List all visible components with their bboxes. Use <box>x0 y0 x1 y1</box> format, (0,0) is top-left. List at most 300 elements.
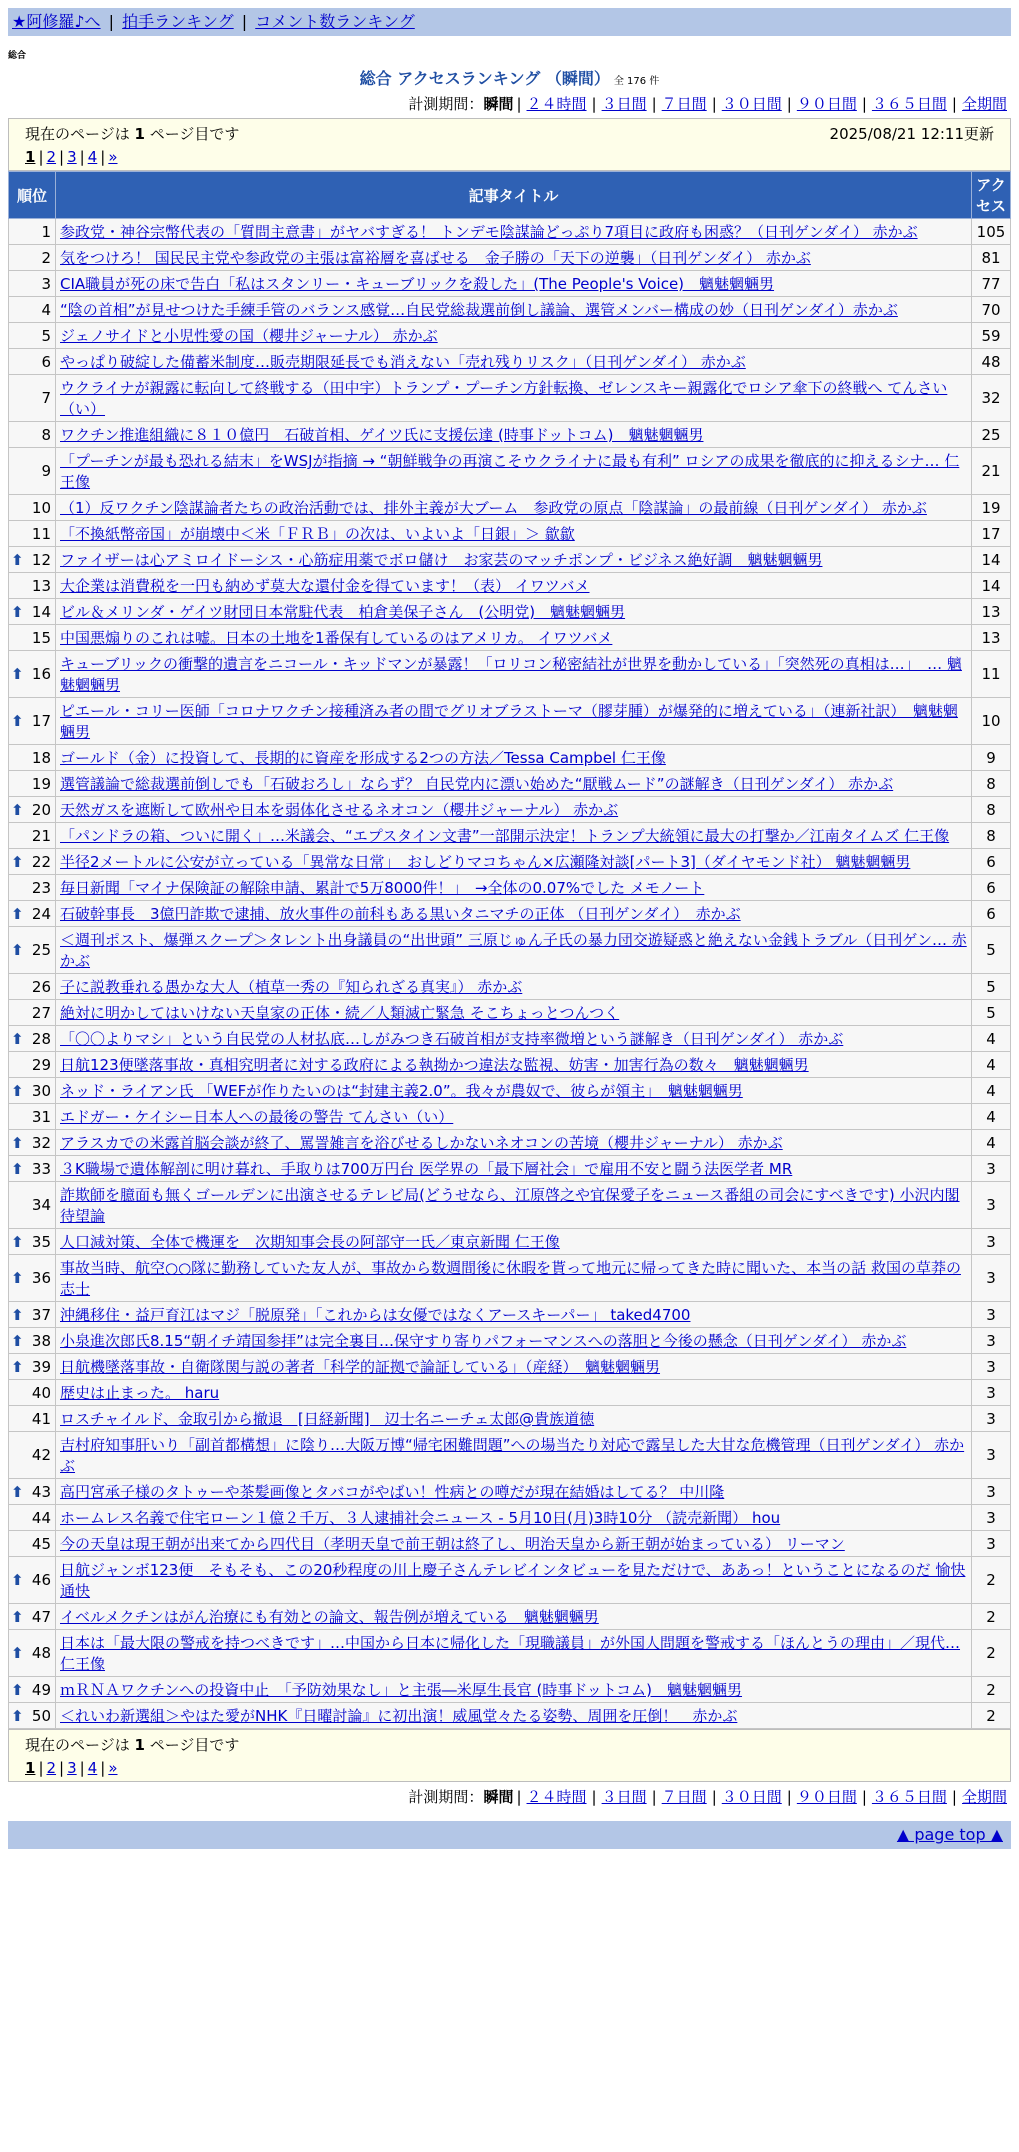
access-count: 81 <box>972 245 1011 271</box>
page-link[interactable]: 2 <box>46 1759 57 1777</box>
article-link[interactable]: ロスチャイルド、金取引から撤退 [日経新聞] 辺士名ニーチェ太郎@貴族道徳 <box>60 1410 595 1428</box>
article-link[interactable]: 中国悪煽りのこれは嘘。日本の土地を1番保有しているのはアメリカ。 イワツバメ <box>60 629 613 647</box>
rank-number: 9 <box>41 462 51 480</box>
access-column-header: アクセス <box>972 172 1011 219</box>
rank-cell <box>9 1531 56 1557</box>
up-arrow-icon: ⬆ <box>11 1482 24 1501</box>
title-cell <box>56 1156 972 1182</box>
access-count: 3 <box>972 1156 1011 1182</box>
title-cell <box>56 1479 972 1505</box>
article-link[interactable]: CIA職員が死の床で告白「私はスタンリー・キューブリックを殺した」(The People's Voice) 魑魅魍魎男 <box>60 275 775 293</box>
access-count: 5 <box>972 974 1011 1000</box>
page-link[interactable]: » <box>108 1759 118 1777</box>
rank-cell <box>9 1302 56 1328</box>
rank-number: 15 <box>31 628 51 647</box>
rank-number: 34 <box>31 1196 51 1214</box>
article-link[interactable]: 日航機墜落事故・自衛隊関与説の著者「科学的証拠で論証している」（産経） 魑魅魍魎男 <box>60 1358 661 1376</box>
title-cell <box>56 1104 972 1130</box>
rank-cell <box>9 323 56 349</box>
table-row <box>9 1078 1011 1104</box>
rank-number: 31 <box>31 1107 51 1126</box>
table-row <box>9 1130 1011 1156</box>
table-row <box>9 1328 1011 1354</box>
rank-number: 21 <box>31 826 51 845</box>
pagination-top: 1 | 2 | 3 | 4 | » <box>25 148 118 166</box>
period-link[interactable]: ３日間 <box>601 95 647 113</box>
article-link[interactable]: 詐欺師を臆面も無くゴールデンに出演させるテレビ局(どうせなら、江原啓之や宜保愛子をニュース番組の司会にすべきです) 小沢内閣待望論 <box>60 1186 960 1225</box>
period-link[interactable]: ９０日間 <box>796 95 857 113</box>
table-row <box>9 1531 1011 1557</box>
title-cell <box>56 349 972 375</box>
up-arrow-icon: ⬆ <box>11 1571 24 1589</box>
title-cell <box>56 927 972 974</box>
period-link[interactable]: ２４時間 <box>526 95 587 113</box>
rank-number: 49 <box>31 1680 51 1699</box>
rank-number: 10 <box>31 498 51 517</box>
title-cell <box>56 698 972 745</box>
current-page-text: 現在のページは 1 ページ目です <box>25 125 240 143</box>
table-row <box>9 599 1011 625</box>
page-info-top <box>8 118 1011 171</box>
access-count: 10 <box>972 698 1011 745</box>
top-nav-bar: ★阿修羅♪へ | 拍手ランキング | コメント数ランキング <box>8 8 1011 36</box>
up-arrow-icon: ⬆ <box>11 1357 24 1376</box>
rank-cell <box>9 1328 56 1354</box>
up-arrow-icon: ⬆ <box>11 1305 24 1324</box>
article-link[interactable]: 高円宮承子様のタトゥーや茶髪画像とタバコがやばい！性病との噂だが現在結婚はしてる？ 中川隆 <box>60 1483 725 1501</box>
article-link[interactable]: 「プーチンが最も恐れる結末」をWSJが指摘 → “朝鮮戦争の再演こそウクライナに最も有利” ロシアの成果を徹底的に抑えるシナ… 仁王像 <box>60 452 960 491</box>
table-row <box>9 849 1011 875</box>
title-cell <box>56 1255 972 1302</box>
article-link[interactable]: 吉村府知事肝いり「副首都構想」に陰り…大阪万博“帰宅困難問題”への場当たり対応で露呈した大甘な危機管理（日刊ゲンダイ） 赤かぶ <box>60 1436 965 1475</box>
article-link[interactable]: エドガー・ケイシー日本人への最後の警告 てんさい（い） <box>60 1108 454 1126</box>
period-link[interactable]: ９０日間 <box>796 1788 857 1806</box>
rank-column-header: 順位 <box>9 172 56 219</box>
rank-number: 35 <box>31 1232 51 1251</box>
article-link[interactable]: ネッド・ライアン氏 「WEFが作りたいのは“封建主義2.0”。我々が農奴で、彼らが領主」 魑魅魍魎男 <box>60 1082 743 1100</box>
title-cell <box>56 1026 972 1052</box>
page-link[interactable]: 3 <box>67 1759 77 1777</box>
up-arrow-icon: ⬆ <box>11 1232 24 1251</box>
rank-cell <box>9 1432 56 1479</box>
title-cell <box>56 219 972 245</box>
rank-cell <box>9 1130 56 1156</box>
title-cell <box>56 271 972 297</box>
rank-cell <box>9 1380 56 1406</box>
up-arrow-icon: ⬆ <box>11 1081 24 1100</box>
table-row <box>9 1182 1011 1229</box>
access-count: 32 <box>972 375 1011 422</box>
title-cell <box>56 1354 972 1380</box>
table-row <box>9 1604 1011 1630</box>
rank-cell <box>9 1604 56 1630</box>
table-row <box>9 547 1011 573</box>
title-cell <box>56 323 972 349</box>
updated-timestamp: 2025/08/21 12:11更新 <box>829 125 994 143</box>
period-link[interactable]: 全期間 <box>961 1788 1007 1806</box>
article-link[interactable]: 事故当時、航空○○隊に勤務していた友人が、事故から数週間後に休暇を貰って地元に帰ってきた時に聞いた、本当の話 救国の草莽の志士 <box>60 1259 961 1298</box>
article-link[interactable]: ｍＲＮＡワクチンへの投資中止 「予防効果なし」と主張―米厚生長官 (時事ドットコム) 魑魅魍魎男 <box>60 1681 743 1699</box>
title-cell <box>56 875 972 901</box>
rank-number: 47 <box>31 1607 51 1626</box>
table-row <box>9 245 1011 271</box>
access-count: 5 <box>972 1000 1011 1026</box>
period-link[interactable]: ３６５日間 <box>871 1788 947 1806</box>
title-cell <box>56 1130 972 1156</box>
access-count: 14 <box>972 547 1011 573</box>
rank-cell <box>9 448 56 495</box>
access-count: 4 <box>972 1026 1011 1052</box>
access-count: 3 <box>972 1406 1011 1432</box>
title-cell <box>56 297 972 323</box>
article-link[interactable]: ＜週刊ポスト、爆弾スクープ＞タレント出身議員の“出世頭” 三原じゅん子氏の暴力団交遊疑惑と絶えない金銭トラブル（日刊ゲン… 赤かぶ <box>60 931 967 970</box>
title-cell <box>56 1630 972 1677</box>
rank-cell <box>9 1557 56 1604</box>
pagination-bottom: 1 | 2 | 3 | 4 | » <box>25 1759 118 1777</box>
period-link[interactable]: ２４時間 <box>526 1788 587 1806</box>
rank-number: 32 <box>31 1133 51 1152</box>
access-count: 77 <box>972 271 1011 297</box>
up-arrow-icon: ⬆ <box>11 852 24 871</box>
rank-number: 29 <box>31 1055 51 1074</box>
access-count: 14 <box>972 573 1011 599</box>
rank-number: 39 <box>31 1357 51 1376</box>
period-current: 瞬間 <box>483 95 514 113</box>
rank-cell <box>9 521 56 547</box>
article-link[interactable]: ゴールド（金）に投資して、長期的に資産を形成する2つの方法／Tessa Campbel 仁王像 <box>60 749 666 767</box>
clap-ranking-link[interactable]: 拍手ランキング <box>122 12 234 31</box>
page-top-link[interactable]: ▲ page top ▲ <box>896 1825 1003 1844</box>
rank-cell <box>9 849 56 875</box>
title-cell <box>56 495 972 521</box>
title-cell <box>56 1229 972 1255</box>
article-link[interactable]: 日航ジャンボ123便 そもそも、この20秒程度の川上慶子さんテレビインタビューを見ただけで、ああっ！ということになるのだ 愉快通快 <box>60 1561 966 1600</box>
article-link[interactable]: 日本は「最大限の警戒を持つべきです」…中国から日本に帰化した「現職議員」が外国人問題を警戒する「ほんとうの理由」／現代… 仁王像 <box>60 1634 961 1673</box>
rank-cell <box>9 901 56 927</box>
table-row <box>9 1000 1011 1026</box>
article-link[interactable]: やっぱり破綻した備蓄米制度…販売期限延長でも消えない「売れ残りリスク」（日刊ゲンダイ） 赤かぶ <box>60 353 746 371</box>
table-row <box>9 448 1011 495</box>
title-cell <box>56 573 972 599</box>
table-row <box>9 271 1011 297</box>
access-count: 3 <box>972 1328 1011 1354</box>
access-count: 6 <box>972 849 1011 875</box>
title-cell <box>56 1677 972 1703</box>
period-link[interactable]: ３０日間 <box>721 1788 782 1806</box>
title-cell <box>56 849 972 875</box>
access-count: 3 <box>972 1255 1011 1302</box>
current-page-text-bottom: 現在のページは 1 ページ目です <box>25 1736 240 1754</box>
rank-cell <box>9 927 56 974</box>
article-link[interactable]: 絶対に明かしてはいけない天皇家の正体・続／人類滅亡緊急 そこちょっとつんつく <box>60 1004 620 1022</box>
access-count: 5 <box>972 927 1011 974</box>
rank-number: 11 <box>31 524 51 543</box>
rank-number: 40 <box>31 1383 51 1402</box>
rank-number: 44 <box>31 1508 51 1527</box>
title-cell <box>56 1182 972 1229</box>
article-link[interactable]: 子に説教垂れる愚かな大人（植草一秀の『知られざる真実』） 赤かぶ <box>60 978 523 996</box>
page-title: 総合 アクセスランキング （瞬間） <box>359 69 610 88</box>
rank-cell <box>9 573 56 599</box>
rank-number: 7 <box>41 389 51 407</box>
rank-number: 18 <box>31 748 51 767</box>
article-link[interactable]: 沖縄移住・益戸育江はマジ「脱原発」「これからは女優ではなくアースキーパー」 taked4700 <box>60 1306 691 1324</box>
title-cell <box>56 448 972 495</box>
rank-cell <box>9 1406 56 1432</box>
rank-cell <box>9 495 56 521</box>
rank-cell <box>9 1052 56 1078</box>
title-cell <box>56 1000 972 1026</box>
article-link[interactable]: 歴史は止まった。 haru <box>60 1384 220 1402</box>
article-link[interactable]: 気をつけろ！ 国民民主党や参政党の主張は富裕層を喜ばせる 金子勝の「天下の逆襲」（日刊ゲンダイ） 赤かぶ <box>60 249 811 267</box>
access-count: 2 <box>972 1677 1011 1703</box>
period-link[interactable]: ７日間 <box>661 95 707 113</box>
table-row <box>9 927 1011 974</box>
table-row <box>9 297 1011 323</box>
title-cell <box>56 1432 972 1479</box>
rank-cell <box>9 1229 56 1255</box>
title-cell <box>56 1406 972 1432</box>
table-row <box>9 219 1011 245</box>
article-link[interactable]: 日航123便墜落事故・真相究明者に対する政府による執拗かつ違法な監視、妨害・加害行為の数々 魑魅魍魎男 <box>60 1056 809 1074</box>
rank-cell <box>9 1000 56 1026</box>
article-link[interactable]: ピエール・コリー医師「コロナワクチン接種済み者の間でグリオブラストーマ（膠芽腫）が爆発的に増えている」（連新社訳） 魑魅魍魎男 <box>60 702 958 741</box>
title-cell <box>56 1505 972 1531</box>
period-selector-bottom: 計測期間：瞬間 | ２４時間 | ３日間 | ７日間 | ３０日間 | ９０日間 | ３６５日間 | 全期間 <box>408 1788 1007 1806</box>
article-link[interactable]: キューブリックの衝撃的遺言をニコール・キッドマンが暴露！「ロリコン秘密結社が世界を動かしている」「突然死の真相は…」 … 魑魅魍魎男 <box>60 655 962 694</box>
title-cell <box>56 245 972 271</box>
title-cell <box>56 599 972 625</box>
rank-cell <box>9 1104 56 1130</box>
access-count: 2 <box>972 1557 1011 1604</box>
rank-number: 30 <box>31 1081 51 1100</box>
rank-cell <box>9 297 56 323</box>
rank-number: 23 <box>31 878 51 897</box>
access-count: 59 <box>972 323 1011 349</box>
up-arrow-icon: ⬆ <box>11 904 24 923</box>
access-count: 13 <box>972 599 1011 625</box>
total-count: 全 176 件 <box>613 76 660 87</box>
article-link[interactable]: ジェノサイドと小児性愛の国（櫻井ジャーナル） 赤かぶ <box>60 327 438 345</box>
table-row <box>9 771 1011 797</box>
up-arrow-icon: ⬆ <box>11 665 24 683</box>
rank-cell <box>9 547 56 573</box>
article-link[interactable]: ビル＆メリンダ・ゲイツ財団日本常駐代表 柏倉美保子さん (公明党) 魑魅魍魎男 <box>60 603 626 621</box>
access-count: 2 <box>972 1604 1011 1630</box>
rank-cell <box>9 1677 56 1703</box>
up-arrow-icon: ⬆ <box>11 550 24 569</box>
rank-number: 50 <box>31 1706 51 1725</box>
rank-cell <box>9 771 56 797</box>
article-link[interactable]: （1）反ワクチン陰謀論者たちの政治活動では、排外主義が大ブーム 参政党の原点「陰謀論」の最前線（日刊ゲンダイ） 赤かぶ <box>60 499 927 517</box>
access-count: 6 <box>972 875 1011 901</box>
title-cell <box>56 974 972 1000</box>
access-count: 21 <box>972 448 1011 495</box>
rank-number: 22 <box>31 852 51 871</box>
access-count: 17 <box>972 521 1011 547</box>
period-current: 瞬間 <box>483 1788 514 1806</box>
table-row <box>9 1156 1011 1182</box>
period-label: 計測期間： <box>408 1788 484 1806</box>
table-row <box>9 1505 1011 1531</box>
site-home-link[interactable]: ★阿修羅♪へ <box>12 12 101 31</box>
table-row <box>9 1255 1011 1302</box>
page-link[interactable]: 3 <box>67 148 77 166</box>
rank-number: 38 <box>31 1331 51 1350</box>
article-link[interactable]: ウクライナが親露に転向して終戦する（田中宇）トランプ・プーチン方針転換、ゼレンスキー親露化でロシア傘下の終戦へ てんさい（い） <box>60 379 948 418</box>
rank-cell <box>9 1182 56 1229</box>
up-arrow-icon: ⬆ <box>11 1644 24 1662</box>
access-count: 8 <box>972 797 1011 823</box>
article-link[interactable]: 選管議論で総裁選前倒しでも「石破おろし」ならず？ 自民党内に漂い始めた“厭戦ムード”の謎解き（日刊ゲンダイ） 赤かぶ <box>60 775 894 793</box>
access-count: 3 <box>972 1531 1011 1557</box>
article-link[interactable]: 「不換紙幣帝国」が崩壊中＜米「ＦＲＢ」の次は、いよいよ「日銀」＞ 歙歙 <box>60 525 575 543</box>
rank-cell <box>9 1354 56 1380</box>
rank-number: 3 <box>41 274 51 293</box>
access-count: 13 <box>972 625 1011 651</box>
article-link[interactable]: 天然ガスを遮断して欧州や日本を弱体化させるネオコン（櫻井ジャーナル） 赤かぶ <box>60 801 619 819</box>
page-link[interactable]: » <box>108 148 118 166</box>
rank-number: 26 <box>31 977 51 996</box>
table-row <box>9 1104 1011 1130</box>
rank-number: 6 <box>41 352 51 371</box>
rank-number: 17 <box>31 712 51 730</box>
access-count: 3 <box>972 1432 1011 1479</box>
table-row <box>9 375 1011 422</box>
table-row <box>9 422 1011 448</box>
article-link[interactable]: ファイザーは心アミロイドーシス・心筋症用薬でボロ儲け お家芸のマッチポンプ・ビジネス絶好調 魑魅魍魎男 <box>60 551 823 569</box>
article-link[interactable]: イベルメクチンはがん治療にも有効との論文、報告例が増えている 魑魅魍魎男 <box>60 1608 599 1626</box>
article-link[interactable]: アラスカでの米露首脳会談が終了、罵詈雑言を浴びせるしかないネオコンの苦境（櫻井ジャーナル） 赤かぶ <box>60 1134 783 1152</box>
title-cell <box>56 797 972 823</box>
period-link[interactable]: ７日間 <box>661 1788 707 1806</box>
title-cell <box>56 422 972 448</box>
title-cell <box>56 823 972 849</box>
article-link[interactable]: 「パンドラの箱、ついに開く」…米議会、“エプスタイン文書”一部開示決定！トランプ大統領に最大の打撃か／江南タイムズ 仁王像 <box>60 827 950 845</box>
table-row <box>9 1677 1011 1703</box>
table-row <box>9 1630 1011 1677</box>
rank-number: 20 <box>31 800 51 819</box>
title-cell <box>56 1302 972 1328</box>
up-arrow-icon: ⬆ <box>11 941 24 959</box>
title-cell <box>56 771 972 797</box>
up-arrow-icon: ⬆ <box>11 602 24 621</box>
rank-cell <box>9 1078 56 1104</box>
article-link[interactable]: ３K職場で遺体解剖に明け暮れ、手取りは700万円台 医学界の「最下層社会」で雇用不安と闘う法医学者 MR <box>60 1160 793 1178</box>
access-count: 105 <box>972 219 1011 245</box>
period-label: 計測期間： <box>408 95 484 113</box>
article-link[interactable]: 「〇〇よりマシ」という自民党の人材払底…しがみつき石破首相が支持率微増という謎解き（日刊ゲンダイ） 赤かぶ <box>60 1030 844 1048</box>
article-link[interactable]: 大企業は消費税を一円も納めず莫大な還付金を得ています！（表） イワツバメ <box>60 577 590 595</box>
rank-cell <box>9 245 56 271</box>
period-link[interactable]: ３日間 <box>601 1788 647 1806</box>
page-title-row <box>0 66 1019 89</box>
page-info-bottom <box>8 1729 1011 1782</box>
table-row <box>9 901 1011 927</box>
access-count: 4 <box>972 1104 1011 1130</box>
access-count: 4 <box>972 1078 1011 1104</box>
rank-cell <box>9 875 56 901</box>
ranking-table <box>8 171 1011 1729</box>
access-count: 3 <box>972 1479 1011 1505</box>
page-link[interactable]: 4 <box>87 1759 98 1777</box>
up-arrow-icon: ⬆ <box>11 800 24 819</box>
table-row <box>9 1229 1011 1255</box>
table-row <box>9 349 1011 375</box>
access-count: 8 <box>972 823 1011 849</box>
rank-number: 13 <box>31 576 51 595</box>
access-count: 3 <box>972 1182 1011 1229</box>
rank-cell <box>9 974 56 1000</box>
table-row <box>9 1302 1011 1328</box>
article-link[interactable]: 石破幹事長 3億円詐欺で逮捕、放火事件の前科もある黒いタニマチの正体 （日刊ゲンダイ） 赤かぶ <box>60 905 741 923</box>
up-arrow-icon: ⬆ <box>11 1331 24 1350</box>
period-link[interactable]: ３０日間 <box>721 95 782 113</box>
access-count: 8 <box>972 771 1011 797</box>
article-link[interactable]: “陰の首相”が見せつけた手練手管のバランス感覚…自民党総裁選前倒し議論、選管メンバー構成の妙（日刊ゲンダイ）赤かぶ <box>60 301 898 319</box>
table-row <box>9 1557 1011 1604</box>
article-link[interactable]: 人口減対策、全体で機運を 次期知事会長の阿部守一氏／東京新聞 仁王像 <box>60 1233 560 1251</box>
rank-cell <box>9 1026 56 1052</box>
rank-cell <box>9 1255 56 1302</box>
table-row <box>9 323 1011 349</box>
access-count: 3 <box>972 1229 1011 1255</box>
rank-number: 2 <box>41 248 51 267</box>
access-count: 3 <box>972 1354 1011 1380</box>
table-row <box>9 745 1011 771</box>
up-arrow-icon: ⬆ <box>11 1680 24 1699</box>
article-link[interactable]: 参政党・神谷宗幣代表の「質問主意書」がヤバすぎる！ トンデモ陰謀論どっぷり7項目に政府も困惑？（日刊ゲンダイ） 赤かぶ <box>60 223 918 241</box>
title-cell <box>56 1380 972 1406</box>
table-row <box>9 521 1011 547</box>
article-link[interactable]: 半径2メートルに公安が立っている「異常な日常」 おしどりマコちゃん×広瀬隆対談[パート3]（ダイヤモンド社） 魑魅魍魎男 <box>60 853 911 871</box>
page-current: 1 <box>25 1759 36 1777</box>
rank-number: 1 <box>41 222 51 241</box>
page-link[interactable]: 2 <box>46 148 57 166</box>
article-link[interactable]: 今の天皇は現王朝が出来てから四代目（孝明天皇で前王朝は終了し、明治天皇から新王朝が始まっている） リーマン <box>60 1535 845 1553</box>
access-count: 3 <box>972 1380 1011 1406</box>
access-count: 3 <box>972 1505 1011 1531</box>
table-row <box>9 1703 1011 1729</box>
title-cell <box>56 651 972 698</box>
access-count: 70 <box>972 297 1011 323</box>
article-link[interactable]: 小泉進次郎氏8.15“朝イチ靖国参拝”は完全裏目…保守すり寄りパフォーマンスへの落胆と今後の懸念（日刊ゲンダイ） 赤かぶ <box>60 1332 907 1350</box>
comment-ranking-link[interactable]: コメント数ランキング <box>255 12 415 31</box>
rank-cell <box>9 745 56 771</box>
article-link[interactable]: 毎日新聞「マイナ保険証の解除申請、累計で5万8000件！」 →全体の0.07%でした メモノート <box>60 879 705 897</box>
page-link[interactable]: 4 <box>87 148 98 166</box>
rank-number: 12 <box>31 550 51 569</box>
period-link[interactable]: 全期間 <box>961 95 1007 113</box>
period-link[interactable]: ３６５日間 <box>871 95 947 113</box>
table-row <box>9 1406 1011 1432</box>
article-link[interactable]: ホームレス名義で住宅ローン１億２千万、３人逮捕社会ニュース - 5月10日(月)3時10分 （読売新聞） hou <box>60 1509 781 1527</box>
article-link[interactable]: ＜れいわ新選組＞やはた愛がNHK『日曜討論』に初出演！威風堂々たる姿勢、周囲を圧倒！ 赤かぶ <box>60 1707 738 1725</box>
rank-number: 4 <box>41 300 51 319</box>
rank-cell <box>9 375 56 422</box>
up-arrow-icon: ⬆ <box>11 1269 24 1287</box>
rank-cell <box>9 349 56 375</box>
rank-number: 45 <box>31 1534 51 1553</box>
section-tag: 総合 <box>8 51 27 61</box>
rank-number: 42 <box>31 1446 51 1464</box>
article-link[interactable]: ワクチン推進組織に８１０億円 石破首相、ゲイツ氏に支援伝達 (時事ドットコム) 魑魅魍魎男 <box>60 426 704 444</box>
rank-cell <box>9 797 56 823</box>
rank-cell <box>9 823 56 849</box>
rank-number: 36 <box>31 1269 51 1287</box>
title-cell <box>56 745 972 771</box>
rank-number: 24 <box>31 904 51 923</box>
